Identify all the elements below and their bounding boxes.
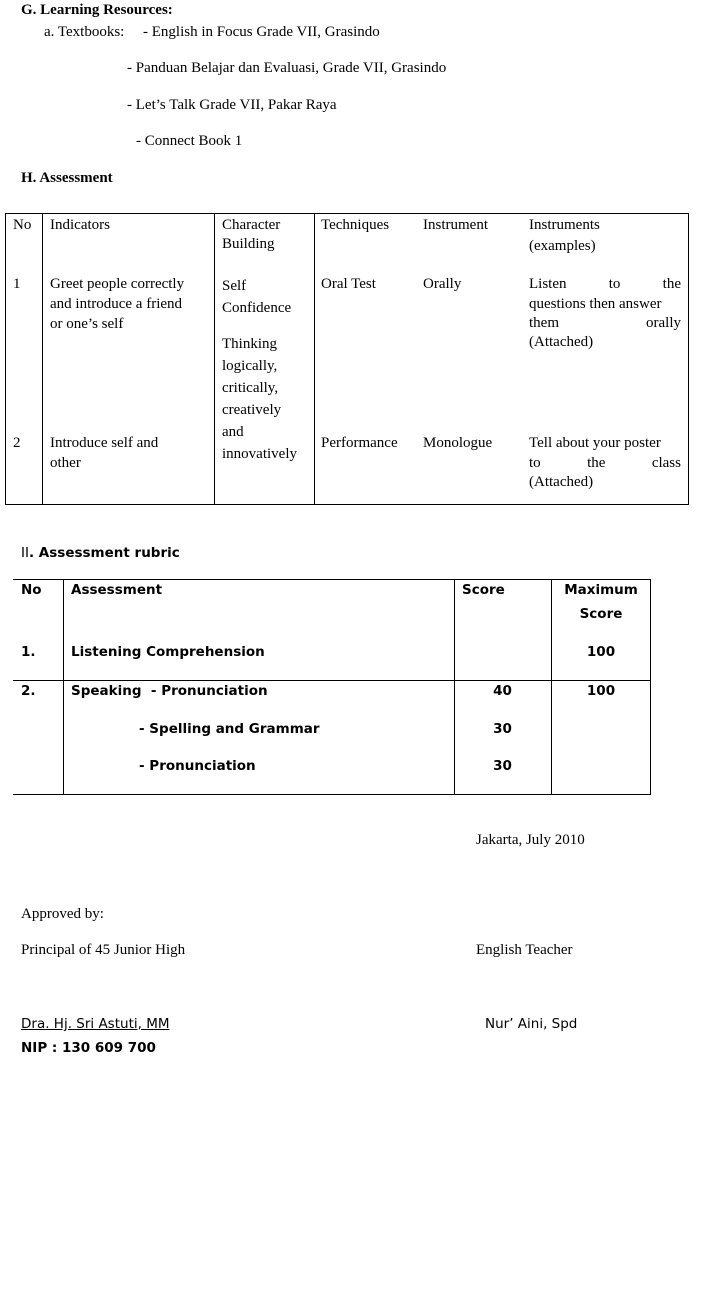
approved-by-label: Approved by: <box>21 906 104 922</box>
character-line: creatively <box>222 402 282 418</box>
table-divider <box>214 214 215 504</box>
character-line: innovatively <box>222 446 297 462</box>
character-line: and <box>222 424 244 440</box>
character-building-text <box>222 275 297 465</box>
textbook-item: - Panduan Belajar dan Evaluasi, Grade VII, Grasindo <box>127 60 447 76</box>
table-divider <box>42 214 43 504</box>
character-line: critically, <box>222 380 279 396</box>
principal-nip: NIP : 130 609 700 <box>21 1040 156 1056</box>
example-text <box>529 313 681 333</box>
example-word: the <box>587 455 606 471</box>
instrument-text: Monologue <box>423 435 493 451</box>
technique-text: Performance <box>321 435 398 451</box>
header-instruments-examples: (examples) <box>529 238 596 254</box>
header-character-building: Character <box>222 217 281 233</box>
header-character-building: Building <box>222 236 275 252</box>
learning-resources-heading: G. Learning Resources: <box>21 2 173 18</box>
rubric-header-assessment: Assessment <box>71 582 163 598</box>
example-word: them <box>529 315 559 331</box>
example-word: to <box>529 455 541 471</box>
example-text <box>529 274 681 294</box>
example-text: (Attached) <box>529 474 594 490</box>
teacher-title: English Teacher <box>476 942 573 958</box>
character-line: logically, <box>222 358 278 374</box>
place-date: Jakarta, July 2010 <box>476 832 585 848</box>
principal-name: Dra. Hj. Sri Astuti, MM <box>21 1016 170 1032</box>
rubric-header-max-score: Maximum <box>564 582 638 598</box>
table-divider <box>650 579 651 795</box>
rubric-header-no: No <box>21 582 42 598</box>
character-line: Self <box>222 278 247 294</box>
example-text <box>529 453 681 473</box>
textbooks-label: a. Textbooks: <box>44 24 125 40</box>
textbook-item: - Connect Book 1 <box>136 133 243 149</box>
header-indicators: Indicators <box>50 217 110 233</box>
instrument-text: Orally <box>423 276 462 292</box>
textbook-item: - English in Focus Grade VII, Grasindo <box>143 24 380 40</box>
table-divider <box>314 214 315 504</box>
indicator-text: or one’s self <box>50 316 124 332</box>
indicator-text: Greet people correctly <box>50 276 185 292</box>
table-divider <box>13 680 651 681</box>
indicator-text: and introduce a friend <box>50 296 183 312</box>
row-number: 2 <box>13 435 21 451</box>
header-techniques: Techniques <box>321 217 390 233</box>
example-word: orally <box>646 315 681 331</box>
table-divider <box>13 579 651 580</box>
textbook-item: - Let’s Talk Grade VII, Pakar Raya <box>127 97 337 113</box>
example-word: class <box>651 455 681 471</box>
rubric-heading-text: . Assessment rubric <box>28 545 180 561</box>
rubric-heading-prefix: II <box>21 545 29 561</box>
rubric-row-number: 1. <box>21 644 36 660</box>
assessment-table <box>5 213 689 505</box>
indicator-text: Introduce self and <box>50 435 159 451</box>
rubric-score: 40 <box>493 683 512 699</box>
rubric-header-max-score: Score <box>579 606 623 622</box>
rubric-max-score: 100 <box>586 683 616 699</box>
rubric-header-score: Score <box>462 582 505 598</box>
rubric-table <box>13 579 651 795</box>
assessment-heading: H. Assessment <box>21 170 113 186</box>
rubric-assessment-text: Speaking - Pronunciation <box>71 683 268 699</box>
example-text: questions then answer <box>529 296 662 312</box>
row-number: 1 <box>13 276 21 292</box>
example-word: Listen <box>529 276 567 292</box>
rubric-max-score: 100 <box>586 644 616 660</box>
rubric-assessment-subitem: - Pronunciation <box>139 758 256 774</box>
teacher-name: Nur’ Aini, Spd <box>485 1016 578 1032</box>
example-word: the <box>662 276 681 292</box>
rubric-score: 30 <box>493 721 512 737</box>
technique-text: Oral Test <box>321 276 376 292</box>
header-no: No <box>13 217 32 233</box>
header-instruments-examples: Instruments <box>529 217 600 233</box>
character-line: Confidence <box>222 300 292 316</box>
example-word: to <box>608 276 621 292</box>
rubric-score: 30 <box>493 758 512 774</box>
example-text: Tell about your poster <box>529 435 661 451</box>
example-text: (Attached) <box>529 334 594 350</box>
character-line: Thinking <box>222 336 277 352</box>
rubric-assessment-text: Listening Comprehension <box>71 644 265 660</box>
indicator-text: other <box>50 455 81 471</box>
table-divider <box>63 579 64 795</box>
header-instrument: Instrument <box>423 217 488 233</box>
rubric-assessment-subitem: - Spelling and Grammar <box>139 721 320 737</box>
rubric-row-number: 2. <box>21 683 36 699</box>
rubric-heading <box>21 545 180 561</box>
principal-title: Principal of 45 Junior High <box>21 942 186 958</box>
table-divider <box>13 794 651 795</box>
